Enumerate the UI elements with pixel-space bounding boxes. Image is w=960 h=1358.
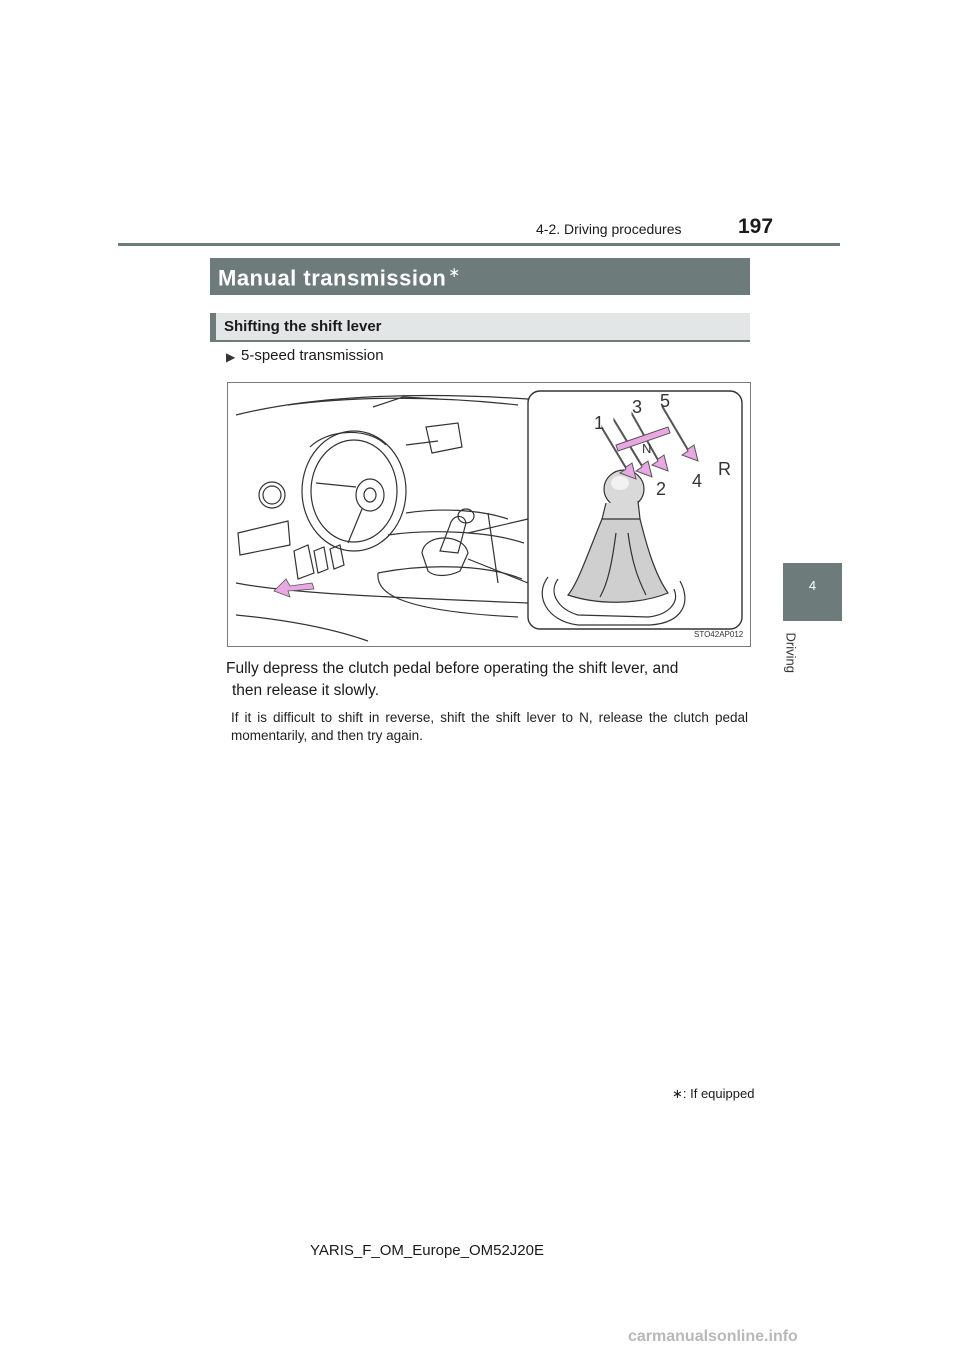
watermark: carmanualsonline.info <box>628 1328 798 1345</box>
bullet-arrow-icon: ▶ <box>226 350 236 364</box>
page-title <box>218 264 461 291</box>
list-item: 5-speed transmission <box>241 347 384 364</box>
page-number: 197 <box>738 215 774 238</box>
chapter-tab-label: Driving <box>783 632 799 673</box>
figure-code: STO42AP012 <box>694 630 744 639</box>
shift-lever-illustration <box>227 382 751 647</box>
footnote: ∗: If equipped <box>672 1086 755 1101</box>
gear-label-n: N <box>642 441 652 456</box>
gear-label-5: 5 <box>660 391 671 411</box>
document-code: YARIS_F_OM_Europe_OM52J20E <box>310 1242 545 1259</box>
gear-label-4: 4 <box>692 471 703 491</box>
main-instruction-line2: then release it slowly. <box>232 682 380 699</box>
main-instruction <box>226 658 748 702</box>
reverse-note: If it is difficult to shift in reverse, shift the shift lever to N, release the clutch pedal momentarily, and then try again. <box>231 710 748 743</box>
if-equipped-mark: ∗ <box>448 264 461 280</box>
section-reference: 4-2. Driving procedures <box>536 221 682 237</box>
main-instruction-line1: Fully depress the clutch pedal before operating the shift lever, and <box>226 660 679 677</box>
shift-lever-drawing <box>228 383 750 646</box>
gear-label-r: R <box>718 459 731 479</box>
gear-label-2: 2 <box>656 479 667 499</box>
section-subtitle: Shifting the shift lever <box>224 318 382 335</box>
gear-label-1: 1 <box>594 413 605 433</box>
gear-label-3: 3 <box>632 397 643 417</box>
subtitle-accent <box>210 313 216 342</box>
page-title-text: Manual transmission <box>218 265 447 291</box>
chapter-tab-number: 4 <box>808 578 817 593</box>
header-rule <box>118 243 840 246</box>
